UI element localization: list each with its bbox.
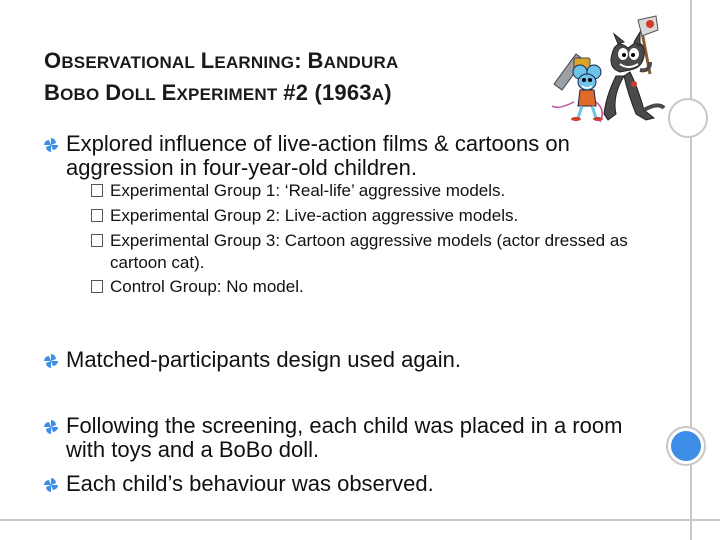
sub-item: Experimental Group 1: ‘Real-life’ aggressive models. — [91, 180, 680, 202]
bullet-item: Each child’s behaviour was observed. — [44, 472, 626, 496]
sub-item: Experimental Group 3: Cartoon aggressive models (actor dressed as cartoon cat). — [91, 230, 680, 274]
checkbox-icon — [91, 280, 103, 293]
checkbox-icon — [91, 184, 103, 197]
pinwheel-bullet-icon — [44, 138, 58, 152]
decorative-circle-bottom — [666, 426, 706, 466]
sub-item: Control Group: No model. — [91, 276, 680, 298]
frame-horizontal-line — [0, 519, 720, 521]
bullet-item: Matched-participants design used again. — [44, 348, 626, 372]
checkbox-icon — [91, 234, 103, 247]
cartoon-cat-icon — [604, 32, 664, 120]
pinwheel-bullet-icon — [44, 478, 58, 492]
bullet-item: Explored influence of live-action films & cartoons on aggression in four-year-old children. — [44, 132, 626, 180]
bullet-item: Following the screening, each child was placed in a room with toys and a BoBo doll. — [44, 414, 626, 462]
slide-title — [44, 46, 544, 110]
cartoon-mouse-icon — [552, 65, 603, 122]
sub-item: Experimental Group 2: Live-action aggressive models. — [91, 205, 680, 227]
pinwheel-bullet-icon — [44, 420, 58, 434]
cartoon-cat-and-mouse-illustration — [546, 14, 676, 126]
title-line-2: BOBO DOLL EXPERIMENT #2 (1963A) — [44, 80, 392, 105]
title-line-1: OBSERVATIONAL LEARNING: BANDURA — [44, 48, 399, 73]
pinwheel-bullet-icon — [44, 354, 58, 368]
checkbox-icon — [91, 209, 103, 222]
